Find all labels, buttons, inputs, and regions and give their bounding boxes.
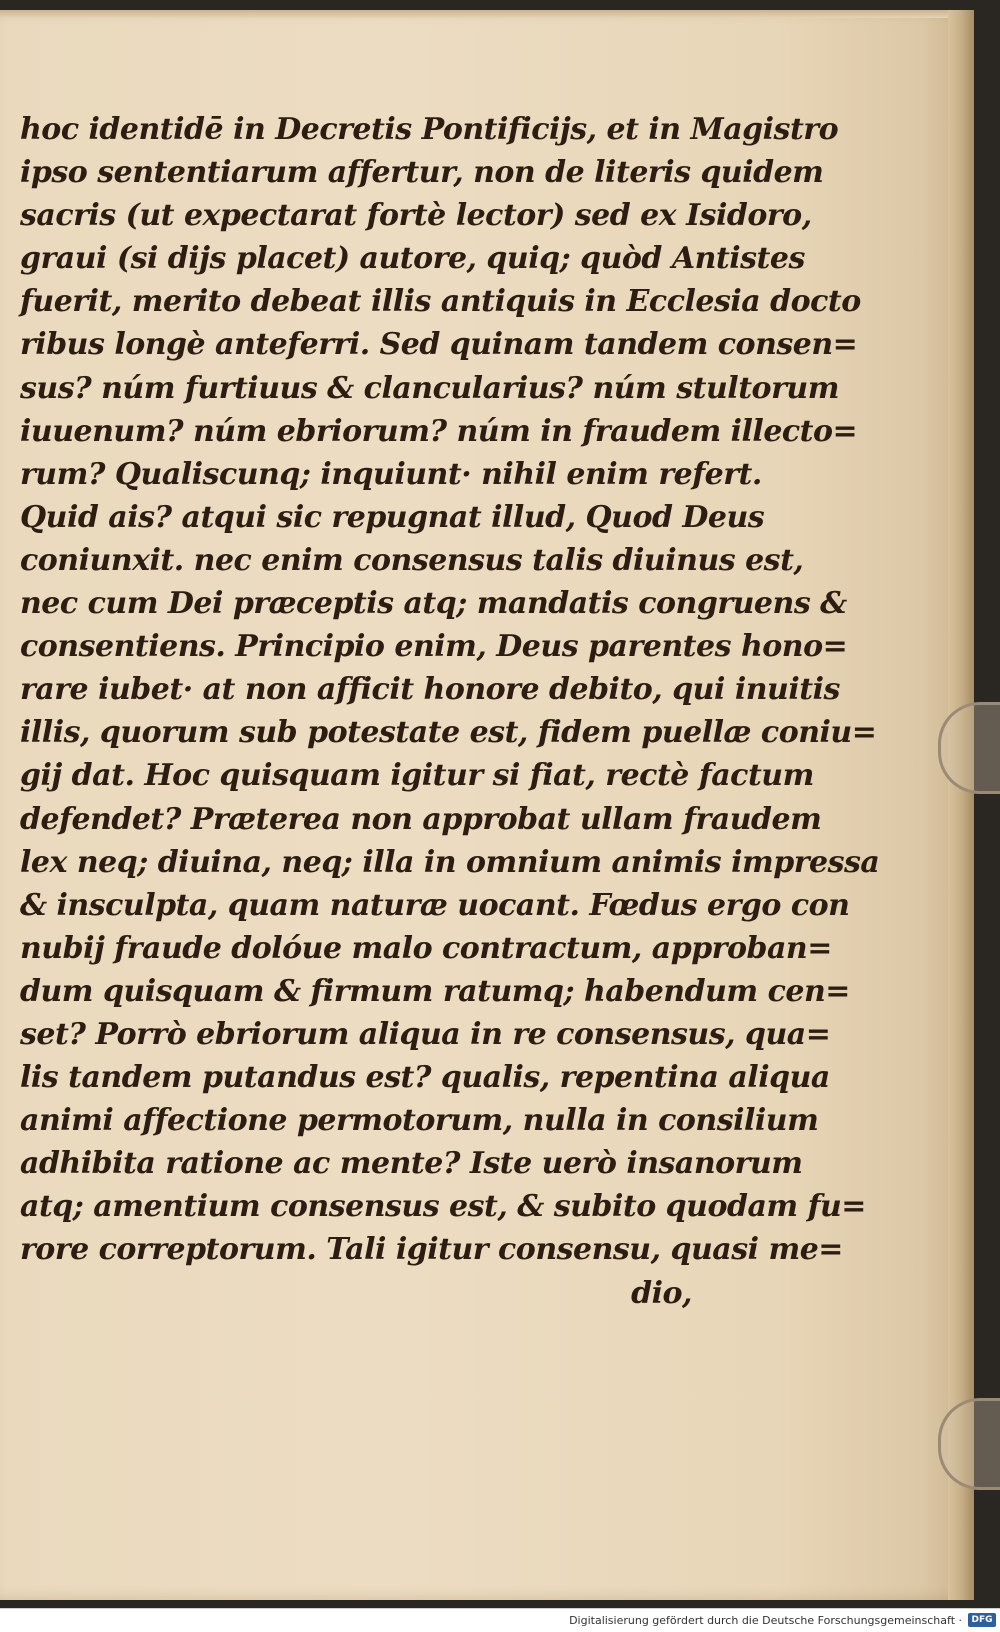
text-line: ribus longè anteferri. Sed quinam tandem consen= xyxy=(20,327,858,363)
text-line: nec cum Dei præceptis atq; mandatis congruens & xyxy=(20,586,847,622)
text-line: animi affectione permotorum, nulla in consilium xyxy=(20,1103,819,1139)
body-text xyxy=(20,108,880,1315)
footer-bar xyxy=(0,1608,1000,1632)
text-line: sacris (ut expectarat fortè lector) sed ex Isidoro, xyxy=(20,198,812,234)
text-line: atq; amentium consensus est, & subito quodam fu= xyxy=(20,1189,866,1225)
text-line: ipso sententiarum affertur, non de literis quidem xyxy=(20,155,824,191)
book-page xyxy=(0,10,972,1600)
text-line: & insculpta, quam naturæ uocant. Fœdus ergo con xyxy=(20,887,850,923)
text-line: fuerit, merito debeat illis antiquis in Ecclesia docto xyxy=(20,284,861,320)
text-line: consentiens. Principio enim, Deus parentes hono= xyxy=(20,629,848,665)
text-line: coniunxit. nec enim consensus talis diuinus est, xyxy=(20,542,804,578)
text-line: defendet? Præterea non approbat ullam fraudem xyxy=(20,801,822,837)
text-line: Quid ais? atqui sic repugnat illud, Quod Deus xyxy=(20,499,765,535)
text-line: set? Porrò ebriorum aliqua in re consensus, qua= xyxy=(20,1016,831,1052)
text-line: lis tandem putandus est? qualis, repentina aliqua xyxy=(20,1060,830,1096)
page-fore-edge xyxy=(948,10,974,1600)
text-line: illis, quorum sub potestate est, fidem puellæ coniu= xyxy=(20,715,877,751)
text-line: nubij fraude dolóue malo contractum, approban= xyxy=(20,930,832,966)
text-line: gij dat. Hoc quisquam igitur si fiat, rectè factum xyxy=(20,758,814,794)
text-line: dum quisquam & firmum ratumq; habendum cen= xyxy=(20,973,850,1009)
text-line: adhibita ratione ac mente? Iste uerò insanorum xyxy=(20,1146,803,1182)
text-line: hoc identidē in Decretis Pontificijs, et in Magistro xyxy=(20,112,839,147)
text-line: sus? núm furtiuus & clancularius? núm stultorum xyxy=(20,370,839,406)
text-line: dio, xyxy=(631,1275,692,1311)
text-line: lex neq; diuina, neq; illa in omnium animis impressa xyxy=(20,844,880,880)
page-top-edge xyxy=(0,10,970,18)
text-line: rum? Qualiscunq; inquiunt· nihil enim refert. xyxy=(20,456,762,492)
text-line: iuuenum? núm ebriorum? núm in fraudem illecto= xyxy=(20,413,858,449)
text-line: graui (si dijs placet) autore, quiq; quòd Antistes xyxy=(20,241,805,277)
text-line: rare iubet· at non afficit honore debito, qui inuitis xyxy=(20,672,840,708)
funding-notice: Digitalisierung gefördert durch die Deutsche Forschungsgemeinschaft · xyxy=(569,1614,962,1627)
text-line: rore correptorum. Tali igitur consensu, quasi me= xyxy=(20,1232,843,1268)
dfg-logo: DFG xyxy=(968,1613,996,1627)
